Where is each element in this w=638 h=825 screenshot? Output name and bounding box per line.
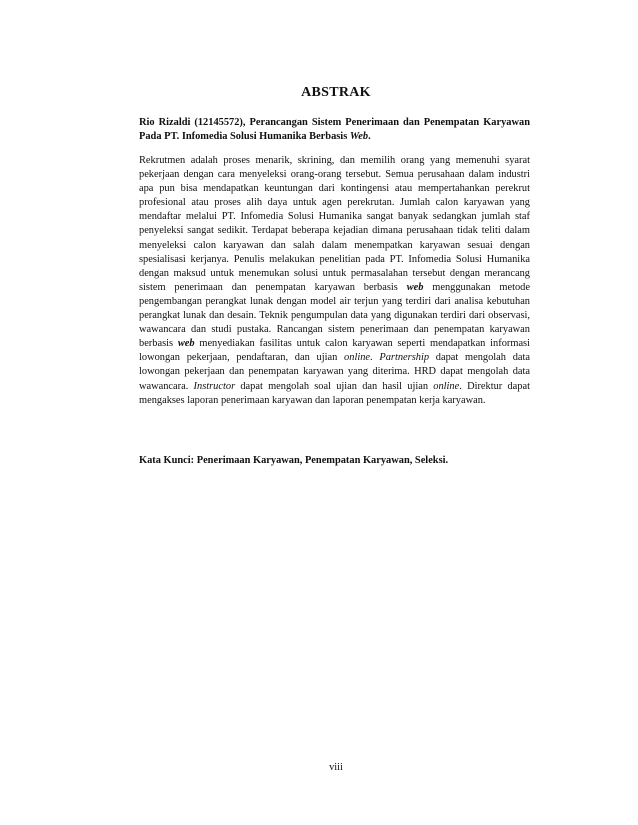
abstract-title: ABSTRAK <box>301 85 371 100</box>
abstract-segment: . <box>370 352 380 364</box>
abstract-body <box>139 154 530 408</box>
author-line-italic: Web <box>349 131 369 142</box>
abstract-segment: dapat mengolah soal ujian dan hasil ujian <box>235 380 434 392</box>
abstract-segment: menyediakan fasilitas untuk calon karyawan seperti mendapatkan informasi lowongan pekerjaan, pendaftaran, dan ujian <box>139 338 530 364</box>
author-line-suffix: . <box>368 131 371 142</box>
abstract-segment: . Direktur dapat mengakses laporan penerimaan karyawan dan laporan penempatan kerja karyawan. <box>139 380 530 406</box>
abstract-segment-italic: Instructor <box>193 380 236 392</box>
author-line <box>139 116 530 144</box>
abstract-segment-emphasis: web <box>406 281 424 293</box>
abstract-segment-italic: Partnership <box>379 352 430 364</box>
abstract-paragraph <box>139 154 530 408</box>
abstract-segment-italic: online <box>344 352 371 364</box>
abstract-segment: dapat mengolah data lowongan pekerjaan dan penempatan karyawan yang diterima. HRD dapat mengolah data wawancara. <box>139 352 531 392</box>
author-line-text: Rio Rizaldi (12145572), Perancangan Sistem Penerimaan dan Penempatan Karyawan Pada PT. Infomedia Solusi Humanika Berbasis <box>139 117 530 142</box>
abstract-segment-emphasis: web <box>177 338 195 350</box>
page-number: viii <box>329 762 343 773</box>
abstract-segment: menggunakan metode pengembangan perangkat lunak dengan model air terjun yang terdiri dari analisa kebutuhan perangkat lunak dan desain. Teknik pengumpulan data yang digunakan terdiri dari observasi, wawancara dan studi pustaka. Rancangan sistem penerimaan dan penempatan karyawan berbasis <box>139 281 530 350</box>
abstract-segment: Rekrutmen adalah proses menarik, skrining, dan memilih orang yang memenuhi syarat pekerjaan dengan cara menyeleksi orang-orang tersebut. Semua perusahaan dalam industri apa pun bisa mendapatkan keuntungan dari kontingensi atau mempertahankan perekrut profesional atau proses alih daya untuk agen perekrutan. Jumlah calon karyawan yang mendaftar melalui PT. Infomedia Solusi Humanika sangat banyak sedangkan jumlah staf penyeleksi sangat sedikit. Terdapat beberapa kejadian dimana perusahaan tidak teliti dalam menyeleksi calon karyawan dan salah dalam menempatkan karyawan sesuai dengan spesialisasi kerjanya. Penulis melakukan penelitian pada PT. Infomedia Solusi Humanika dengan maksud untuk menemukan solusi untuk permasalahan tersebut dengan merancang sistem penerimaan dan penempatan karyawan berbasis <box>139 155 530 293</box>
abstract-segment-italic: online <box>433 380 460 392</box>
keywords: Kata Kunci: Penerimaan Karyawan, Penempatan Karyawan, Seleksi. <box>139 455 449 466</box>
